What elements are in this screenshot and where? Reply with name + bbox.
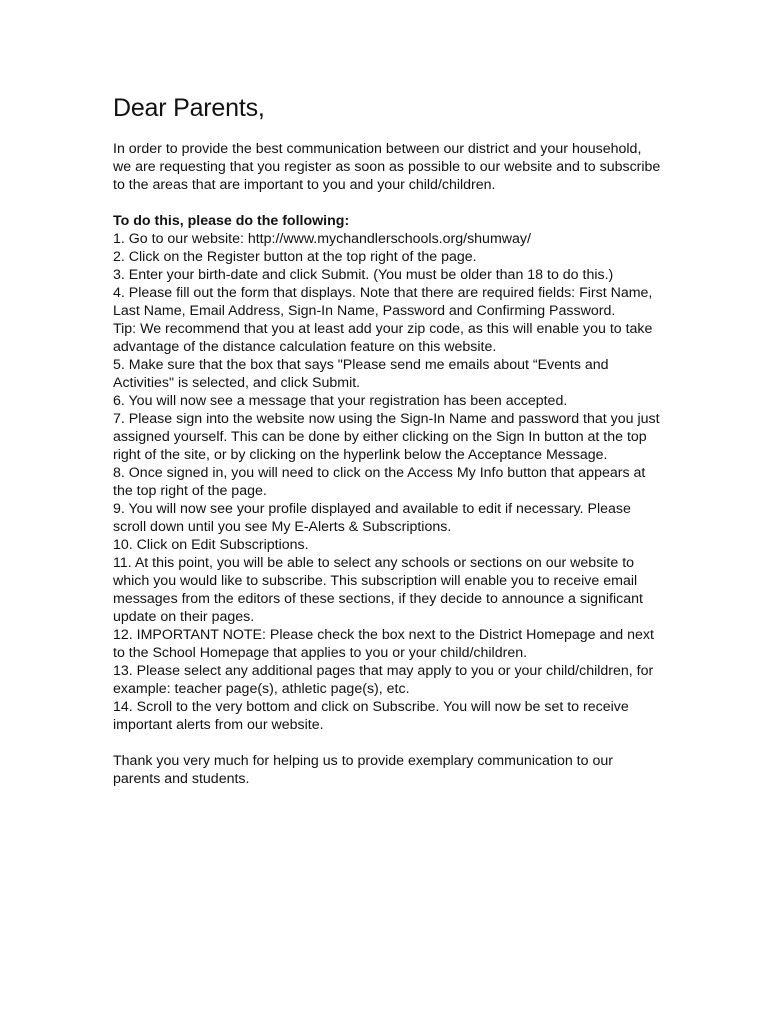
step-9: 9. You will now see your profile displayed and available to edit if necessary. Please scroll down until you see My E-Alerts & Subscriptions. <box>113 501 631 535</box>
step-4: 4. Please fill out the form that displays. Note that there are required fields: First Name, Last Name, Email Address, Sign-In Name, Password and Confirming Password. <box>113 285 653 319</box>
step-3: 3. Enter your birth-date and click Submit. (You must be older than 18 to do this.) <box>113 267 614 283</box>
step-2: 2. Click on the Register button at the top right of the page. <box>113 249 477 265</box>
step-6: 6. You will now see a message that your registration has been accepted. <box>113 393 568 409</box>
step-11: 11. At this point, you will be able to select any schools or sections on our website to which you would like to subscribe. This subscription will enable you to receive email messages from the editors of these sections, if they decide to announce a significant update on their pages. <box>113 555 643 625</box>
step-8: 8. Once signed in, you will need to click on the Access My Info button that appears at the top right of the page. <box>113 465 646 499</box>
step-14: 14. Scroll to the very bottom and click on Subscribe. You will now be set to receive important alerts from our website. <box>113 699 629 733</box>
step-12: 12. IMPORTANT NOTE: Please check the box next to the District Homepage and next to the School Homepage that applies to you or your child/children. <box>113 627 654 661</box>
step-10: 10. Click on Edit Subscriptions. <box>113 537 309 553</box>
step-1: 1. Go to our website: http://www.mychandlerschools.org/shumway/ <box>113 231 531 247</box>
letter-greeting: Dear Parents, <box>113 94 265 122</box>
instruction-steps-list <box>113 230 663 734</box>
step-13: 13. Please select any additional pages that may apply to you or your child/children, for example: teacher page(s), athletic page(s), etc. <box>113 663 654 697</box>
intro-paragraph: In order to provide the best communication between our district and your household, we are requesting that you register as soon as possible to our website and to subscribe to the areas that are important to you and your child/children. <box>113 141 661 193</box>
closing-paragraph: Thank you very much for helping us to provide exemplary communication to our parents and students. <box>113 753 613 787</box>
step-7: 7. Please sign into the website now using the Sign-In Name and password that you just assigned yourself. This can be done by either clicking on the Sign In button at the top right of the site, or by clicking on the hyperlink below the Acceptance Message. <box>113 411 660 463</box>
instructions-heading: To do this, please do the following: <box>113 213 350 229</box>
letter-page <box>113 92 663 788</box>
step-5: 5. Make sure that the box that says "Please send me emails about “Events and Activities" is selected, and click Submit. <box>113 357 609 391</box>
step-tip: Tip: We recommend that you at least add your zip code, as this will enable you to take advantage of the distance calculation feature on this website. <box>113 321 653 355</box>
